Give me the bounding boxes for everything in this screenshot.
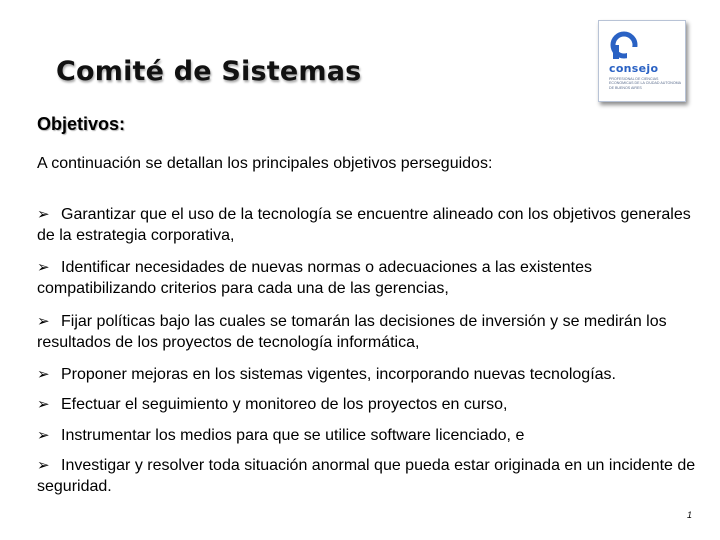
logo-tagline: PROFESIONAL DE CIENCIAS ECONOMICAS DE LA CIUDAD AUTONOMA DE BUENOS AIRES (609, 77, 681, 90)
logo-word: consejo (609, 62, 659, 75)
list-item (37, 204, 697, 246)
intro-text: A continuación se detallan los principales objetivos perseguidos: (37, 155, 493, 172)
list-item (37, 257, 697, 299)
page-number: 1 (686, 510, 692, 520)
list-item (37, 394, 697, 415)
list-item (37, 455, 697, 497)
list-item-text: Identificar necesidades de nuevas normas o adecuaciones a las existentes compatibilizando criterios para cada una de las gerencias, (37, 259, 592, 297)
list-item-text: Investigar y resolver toda situación anormal que pueda estar originada en un incidente de seguridad. (37, 457, 696, 495)
list-item (37, 425, 697, 446)
arrow-bullet-icon: ➢ (37, 258, 50, 276)
arrow-bullet-icon: ➢ (37, 395, 50, 413)
consejo-logo (598, 20, 686, 102)
list-item-text: Efectuar el seguimiento y monitoreo de los proyectos en curso, (61, 396, 508, 413)
list-item-text: Proponer mejoras en los sistemas vigentes, incorporando nuevas tecnologías. (61, 366, 616, 383)
slide-title: Comité de Sistemas (56, 56, 362, 87)
list-item (37, 364, 697, 385)
list-item-text: Instrumentar los medios para que se utilice software licenciado, e (61, 427, 525, 444)
arrow-bullet-icon: ➢ (37, 365, 50, 383)
list-item-text: Fijar políticas bajo las cuales se tomarán las decisiones de inversión y se medirán los resultados de los proyectos de tecnología informática, (37, 313, 667, 351)
list-item-text: Garantizar que el uso de la tecnología se encuentre alineado con los objetivos generales de la estrategia corporativa, (37, 206, 691, 244)
list-item (37, 311, 697, 353)
section-subtitle: Objetivos: (37, 114, 126, 134)
arrow-bullet-icon: ➢ (37, 312, 50, 330)
arrow-bullet-icon: ➢ (37, 426, 50, 444)
objectives-list (37, 204, 697, 497)
arrow-bullet-icon: ➢ (37, 456, 50, 474)
arrow-bullet-icon: ➢ (37, 205, 50, 223)
